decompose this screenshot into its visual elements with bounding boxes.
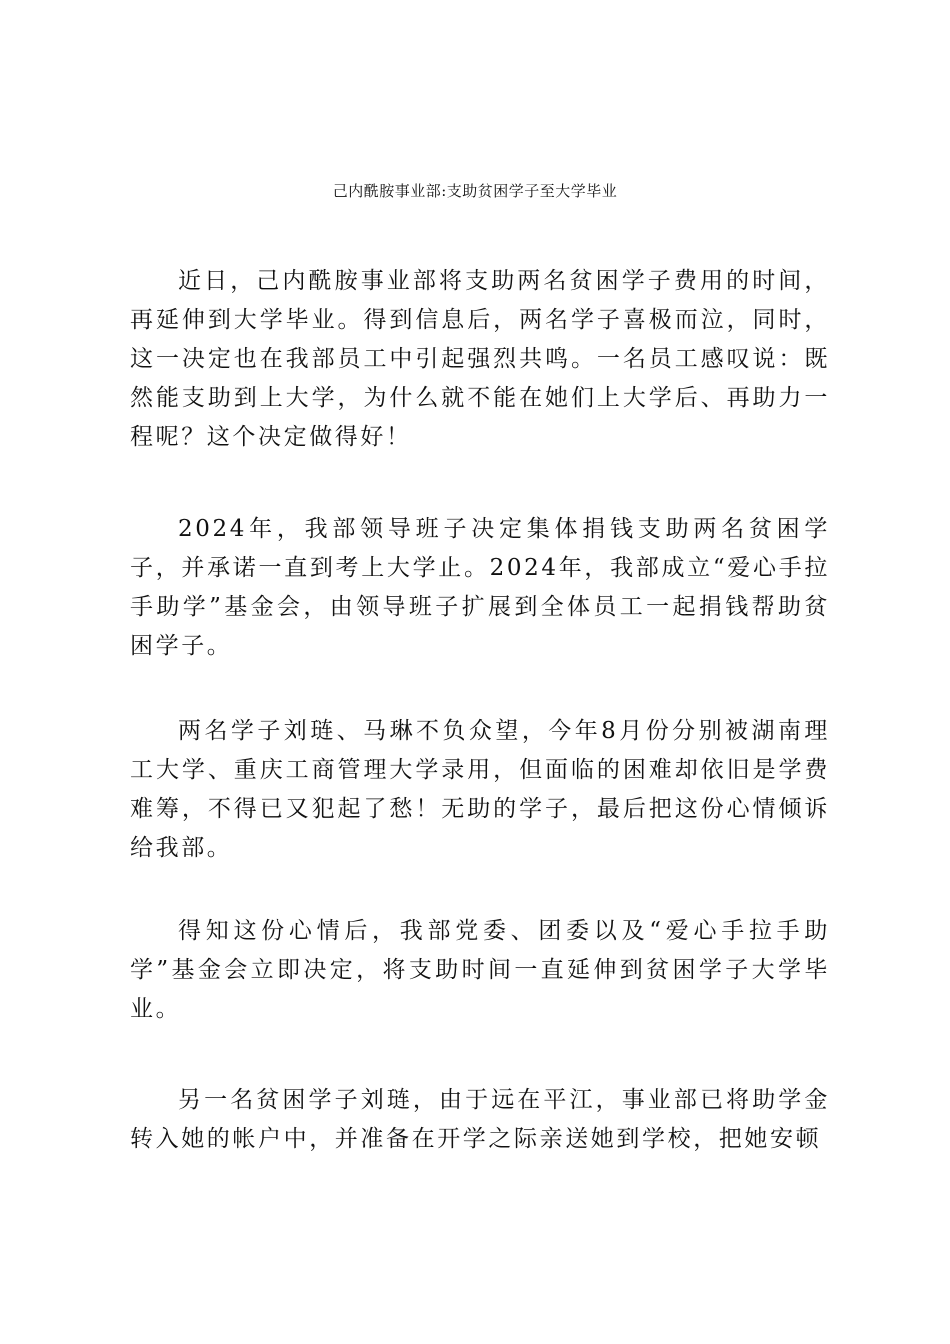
paragraph-1: 近日，己内酰胺事业部将支助两名贫困学子费用的时间，再延伸到大学毕业。得到信息后，两名学子喜极而泣，同时，这一决定也在我部员工中引起强烈共鸣。一名员工感叹说：既然能支助到上大学，为什么就不能在她们上大学后、再助力一程呢？这个决定做得好！ — [130, 268, 830, 450]
paragraph-3: 两名学子刘琏、马琳不负众望，今年8月份分别被湖南理工大学、重庆工商管理大学录用，但面临的困难却依旧是学费难筹，不得已又犯起了愁！无助的学子，最后把这份心情倾诉给我部。 — [130, 718, 830, 861]
paragraph-5: 另一名贫困学子刘琏，由于远在平江，事业部已将助学金转入她的帐户中，并准备在开学之际亲送她到学校，把她安顿 — [130, 1087, 830, 1152]
document-title: 己内酰胺事业部:支助贫困学子至大学毕业 — [332, 182, 618, 200]
paragraph-4: 得知这份心情后，我部党委、团委以及“爱心手拉手助学”基金会立即决定，将支助时间一直延伸到贫困学子大学毕业。 — [130, 918, 830, 1022]
paragraph-2: 2024年，我部领导班子决定集体捐钱支助两名贫困学子，并承诺一直到考上大学止。2024年，我部成立“爱心手拉手助学”基金会，由领导班子扩展到全体员工一起捐钱帮助贫困学子。 — [130, 516, 830, 659]
